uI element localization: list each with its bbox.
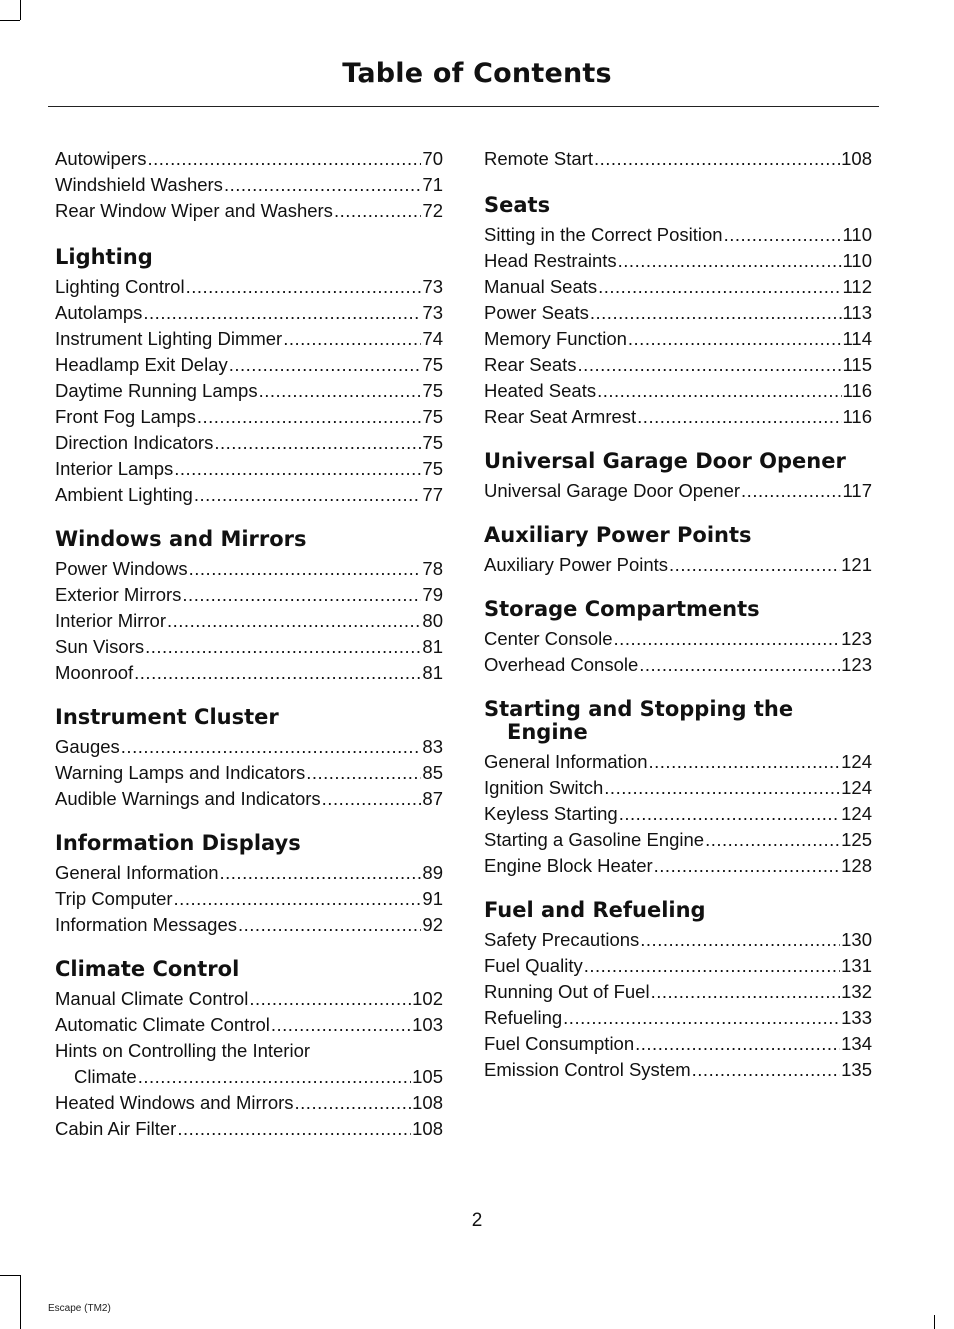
toc-entry-label: Automatic Climate Control	[55, 1014, 270, 1035]
toc-entry[interactable]	[55, 1038, 443, 1090]
toc-entry[interactable]	[484, 222, 872, 248]
dot-leader	[143, 300, 421, 326]
toc-entry-label: Gauges	[55, 736, 120, 757]
toc-entry-page: 75	[422, 380, 443, 401]
toc-entry-label: Fuel Quality	[484, 955, 583, 976]
toc-entry[interactable]	[55, 172, 443, 198]
toc-entry-page: 79	[422, 584, 443, 605]
toc-entry[interactable]	[55, 326, 443, 352]
section-heading[interactable]: Climate Control	[55, 957, 240, 981]
toc-entry-page: 131	[841, 955, 872, 976]
toc-entry-label: Universal Garage Door Opener	[484, 480, 741, 501]
toc-entry-label: Moonroof	[55, 662, 134, 683]
toc-entry-page: 72	[422, 200, 443, 221]
dot-leader	[619, 801, 840, 827]
toc-entry-page: 102	[412, 988, 443, 1009]
section-heading[interactable]: Seats	[484, 193, 551, 217]
toc-entry-label: Warning Lamps and Indicators	[55, 762, 306, 783]
toc-entry[interactable]	[55, 1090, 443, 1116]
toc-entry[interactable]	[55, 886, 443, 912]
toc-entry-page: 81	[422, 636, 443, 657]
toc-entry[interactable]	[55, 198, 443, 224]
section-heading[interactable]: Auxiliary Power Points	[484, 523, 752, 547]
dot-leader	[148, 146, 422, 172]
toc-entry[interactable]	[55, 1116, 443, 1142]
dot-leader	[295, 1090, 412, 1116]
toc-section	[55, 958, 443, 1142]
toc-entry[interactable]	[55, 912, 443, 938]
toc-entry[interactable]	[55, 860, 443, 886]
toc-entry-page: 73	[422, 276, 443, 297]
toc-entry-label: Head Restraints	[484, 250, 617, 271]
crop-mark	[0, 20, 20, 21]
toc-entry-label: Daytime Running Lamps	[55, 380, 258, 401]
toc-section	[55, 528, 443, 686]
toc-entry-page: 78	[422, 558, 443, 579]
toc-entry-label: Memory Function	[484, 328, 627, 349]
toc-entry[interactable]	[484, 652, 872, 678]
section-heading[interactable]: Starting and Stopping the Engine	[484, 697, 794, 744]
dot-leader	[189, 556, 422, 582]
toc-entry-label: Safety Precautions	[484, 929, 640, 950]
dot-leader	[271, 1012, 411, 1038]
toc-entry-label: Fuel Consumption	[484, 1033, 635, 1054]
dot-leader	[741, 478, 841, 504]
dot-leader	[639, 652, 840, 678]
section-heading[interactable]: Fuel and Refueling	[484, 898, 706, 922]
toc-entry-label: Overhead Console	[484, 654, 639, 675]
toc-entry-label: Trip Computer	[55, 888, 173, 909]
section-heading[interactable]: Windows and Mirrors	[55, 527, 307, 551]
toc-entry-page: 105	[412, 1066, 443, 1087]
toc-entry[interactable]	[55, 608, 443, 634]
toc-section	[484, 698, 872, 879]
toc-entry-label: Front Fog Lamps	[55, 406, 196, 427]
footer-model-label: Escape (TM2)	[48, 1303, 111, 1314]
toc-entry-label: Audible Warnings and Indicators	[55, 788, 321, 809]
toc-section	[484, 524, 872, 578]
toc-entry-label: Starting a Gasoline Engine	[484, 829, 705, 850]
toc-section	[55, 246, 443, 508]
toc-entry-page: 133	[841, 1007, 872, 1028]
toc-entry[interactable]	[484, 801, 872, 827]
toc-entry-page: 108	[412, 1118, 443, 1139]
crop-mark	[20, 0, 21, 20]
toc-entry-page: 75	[422, 458, 443, 479]
toc-entry-page: 81	[422, 662, 443, 683]
toc-entry[interactable]	[484, 1005, 872, 1031]
dot-leader	[563, 1005, 840, 1031]
toc-entry-label-line1: Hints on Controlling the Interior	[55, 1040, 311, 1061]
toc-entry-page: 116	[842, 406, 872, 427]
toc-entry[interactable]	[484, 979, 872, 1005]
toc-entry-label: Heated Seats	[484, 380, 597, 401]
toc-section	[55, 706, 443, 812]
dot-leader	[177, 1116, 411, 1142]
toc-entry-label: Ambient Lighting	[55, 484, 193, 505]
toc-entry[interactable]	[55, 1012, 443, 1038]
toc-entry[interactable]	[484, 853, 872, 879]
toc-entry-label: General Information	[55, 862, 219, 883]
dot-leader	[654, 853, 840, 879]
toc-entry-page: 132	[841, 981, 872, 1002]
dot-leader	[637, 404, 841, 430]
toc-entry-label: Power Windows	[55, 558, 188, 579]
toc-entry-page: 91	[422, 888, 443, 909]
toc-entry-label: Autowipers	[55, 148, 147, 169]
toc-entry-page: 123	[841, 628, 872, 649]
toc-entry-page: 73	[422, 302, 443, 323]
toc-entry[interactable]	[55, 352, 443, 378]
dot-leader	[167, 608, 421, 634]
dot-leader	[640, 927, 840, 953]
toc-right-column	[484, 146, 872, 1103]
toc-entry-label: Rear Seats	[484, 354, 577, 375]
toc-entry-page: 110	[842, 224, 872, 245]
toc-entry-page: 124	[841, 777, 872, 798]
toc-entry-label: Direction Indicators	[55, 432, 214, 453]
toc-entry-page: 123	[841, 654, 872, 675]
crop-mark	[0, 1275, 20, 1276]
section-heading[interactable]: Instrument Cluster	[55, 705, 279, 729]
toc-entry-label: Information Messages	[55, 914, 238, 935]
dot-leader	[692, 1057, 840, 1083]
toc-entry-page: 125	[841, 829, 872, 850]
toc-entry-page: 83	[422, 736, 443, 757]
toc-entry[interactable]	[55, 378, 443, 404]
section-heading[interactable]: Universal Garage Door Opener	[484, 449, 846, 473]
page-number: 2	[471, 1210, 483, 1231]
toc-entry-label: Emission Control System	[484, 1059, 691, 1080]
toc-entry-label: General Information	[484, 751, 648, 772]
toc-entry-label: Interior Mirror	[55, 610, 167, 631]
toc-entry-page: 89	[422, 862, 443, 883]
toc-entry[interactable]	[484, 1031, 872, 1057]
dot-leader	[705, 827, 840, 853]
dot-leader	[334, 198, 421, 224]
toc-entry[interactable]	[484, 927, 872, 953]
toc-entry-page: 75	[422, 432, 443, 453]
toc-entry[interactable]	[55, 786, 443, 812]
dot-leader	[174, 456, 421, 482]
dot-leader	[229, 352, 422, 378]
dot-leader	[121, 734, 422, 760]
toc-entry-label: Lighting Control	[55, 276, 185, 297]
dot-leader	[635, 1031, 840, 1057]
toc-entry[interactable]	[484, 1057, 872, 1083]
toc-entry-label: Auxiliary Power Points	[484, 554, 669, 575]
toc-entry[interactable]	[55, 986, 443, 1012]
dot-leader	[597, 378, 841, 404]
toc-entry-label: Ignition Switch	[484, 777, 604, 798]
toc-entry-page: 108	[841, 148, 872, 169]
dot-leader	[651, 979, 841, 1005]
toc-section	[484, 194, 872, 430]
toc-left-column	[55, 146, 443, 1162]
dot-leader	[578, 352, 842, 378]
toc-entry-label: Rear Seat Armrest	[484, 406, 637, 427]
dot-leader	[224, 172, 421, 198]
dot-leader	[669, 552, 840, 578]
toc-entry-page: 92	[422, 914, 443, 935]
dot-leader	[283, 326, 421, 352]
toc-entry-label: Autolamps	[55, 302, 143, 323]
dot-leader	[628, 326, 842, 352]
toc-entry-page: 103	[412, 1014, 443, 1035]
dot-leader	[649, 749, 841, 775]
toc-entry-label: Manual Seats	[484, 276, 598, 297]
dot-leader	[306, 760, 421, 786]
dot-leader	[214, 430, 421, 456]
toc-entry-page: 108	[412, 1092, 443, 1113]
toc-entry-page: 80	[422, 610, 443, 631]
dot-leader	[249, 986, 411, 1012]
toc-entry[interactable]	[55, 146, 443, 172]
toc-entry[interactable]	[55, 556, 443, 582]
toc-entry[interactable]	[55, 430, 443, 456]
toc-entry-label: Headlamp Exit Delay	[55, 354, 228, 375]
toc-entry-label: Keyless Starting	[484, 803, 618, 824]
toc-entry[interactable]	[484, 300, 872, 326]
dot-leader	[614, 626, 841, 652]
dot-leader	[197, 404, 422, 430]
dot-leader	[182, 582, 421, 608]
toc-entry-label: Center Console	[484, 628, 613, 649]
toc-entry-label: Sun Visors	[55, 636, 145, 657]
section-heading[interactable]: Information Displays	[55, 831, 301, 855]
toc-entry-page: 117	[842, 480, 872, 501]
toc-entry[interactable]	[484, 352, 872, 378]
toc-entry[interactable]	[484, 775, 872, 801]
toc-entry-page: 87	[422, 788, 443, 809]
toc-entry[interactable]	[55, 660, 443, 686]
toc-entry-label: Exterior Mirrors	[55, 584, 182, 605]
dot-leader	[724, 222, 842, 248]
dot-leader	[259, 378, 422, 404]
section-heading[interactable]: Storage Compartments	[484, 597, 760, 621]
toc-entry[interactable]	[484, 552, 872, 578]
toc-entry-page: 124	[841, 803, 872, 824]
toc-entry[interactable]	[55, 582, 443, 608]
crop-mark	[20, 1275, 21, 1329]
dot-leader	[145, 634, 421, 660]
toc-section	[484, 598, 872, 678]
toc-entry-page: 134	[841, 1033, 872, 1054]
toc-section	[484, 899, 872, 1083]
dot-leader	[618, 248, 842, 274]
toc-entry-page: 77	[422, 484, 443, 505]
toc-entry-label: Sitting in the Correct Position	[484, 224, 723, 245]
toc-entry[interactable]	[484, 478, 872, 504]
toc-entry[interactable]	[484, 827, 872, 853]
toc-entry-label: Heated Windows and Mirrors	[55, 1092, 294, 1113]
toc-entry-label: Cabin Air Filter	[55, 1118, 177, 1139]
toc-entry[interactable]	[484, 626, 872, 652]
toc-entry-page: 124	[841, 751, 872, 772]
section-heading[interactable]: Lighting	[55, 245, 153, 269]
toc-entry-label: Engine Block Heater	[484, 855, 653, 876]
toc-intro-group	[484, 146, 872, 172]
toc-entry-page: 130	[841, 929, 872, 950]
toc-entry-page: 85	[422, 762, 443, 783]
toc-entry[interactable]	[55, 734, 443, 760]
toc-entry-label: Rear Window Wiper and Washers	[55, 200, 333, 221]
toc-entry-page: 113	[842, 302, 872, 323]
toc-entry-page: 114	[842, 328, 872, 349]
toc-entry[interactable]	[55, 634, 443, 660]
dot-leader	[322, 786, 422, 812]
toc-entry-page: 112	[842, 276, 872, 297]
dot-leader	[594, 146, 840, 172]
toc-entry-label: Refueling	[484, 1007, 563, 1028]
toc-entry[interactable]	[55, 760, 443, 786]
dot-leader	[220, 860, 422, 886]
dot-leader	[194, 482, 422, 508]
toc-section	[484, 450, 872, 504]
toc-entry-page: 75	[422, 354, 443, 375]
dot-leader	[174, 886, 422, 912]
dot-leader	[604, 775, 840, 801]
toc-entry[interactable]	[484, 953, 872, 979]
toc-entry-line2	[55, 1064, 443, 1090]
toc-entry-label: Remote Start	[484, 148, 593, 169]
toc-intro-group	[55, 146, 443, 224]
toc-entry-page: 70	[422, 148, 443, 169]
toc-entry-page: 74	[422, 328, 443, 349]
dot-leader	[598, 274, 841, 300]
toc-entry-label: Running Out of Fuel	[484, 981, 650, 1002]
dot-leader	[138, 1064, 411, 1090]
crop-mark	[934, 1315, 935, 1329]
toc-entry[interactable]	[55, 404, 443, 430]
toc-entry-page: 128	[841, 855, 872, 876]
toc-entry-label-line2: Climate	[74, 1066, 137, 1087]
toc-entry-page: 71	[422, 174, 443, 195]
toc-section	[55, 832, 443, 938]
toc-entry[interactable]	[484, 326, 872, 352]
toc-entry[interactable]	[484, 404, 872, 430]
toc-entry-page: 110	[842, 250, 872, 271]
toc-entry[interactable]	[484, 274, 872, 300]
toc-entry[interactable]	[55, 456, 443, 482]
dot-leader	[238, 912, 421, 938]
toc-entry[interactable]	[55, 274, 443, 300]
toc-entry[interactable]	[55, 482, 443, 508]
toc-entry-page: 135	[841, 1059, 872, 1080]
dot-leader	[584, 953, 840, 979]
toc-entry-page: 115	[842, 354, 872, 375]
toc-entry-label: Power Seats	[484, 302, 589, 323]
dot-leader	[134, 660, 421, 686]
toc-entry[interactable]	[484, 378, 872, 404]
toc-entry-page: 121	[841, 554, 872, 575]
toc-entry-page: 116	[842, 380, 872, 401]
toc-entry-label: Manual Climate Control	[55, 988, 249, 1009]
toc-entry-label: Interior Lamps	[55, 458, 174, 479]
toc-entry-page: 75	[422, 406, 443, 427]
title-divider	[48, 106, 879, 107]
toc-entry-label: Windshield Washers	[55, 174, 223, 195]
toc-entry[interactable]	[55, 300, 443, 326]
dot-leader	[186, 274, 422, 300]
dot-leader	[590, 300, 842, 326]
toc-entry[interactable]	[484, 248, 872, 274]
toc-entry[interactable]	[484, 146, 872, 172]
toc-entry-label: Instrument Lighting Dimmer	[55, 328, 283, 349]
page-title: Table of Contents	[342, 58, 612, 89]
toc-entry[interactable]	[484, 749, 872, 775]
